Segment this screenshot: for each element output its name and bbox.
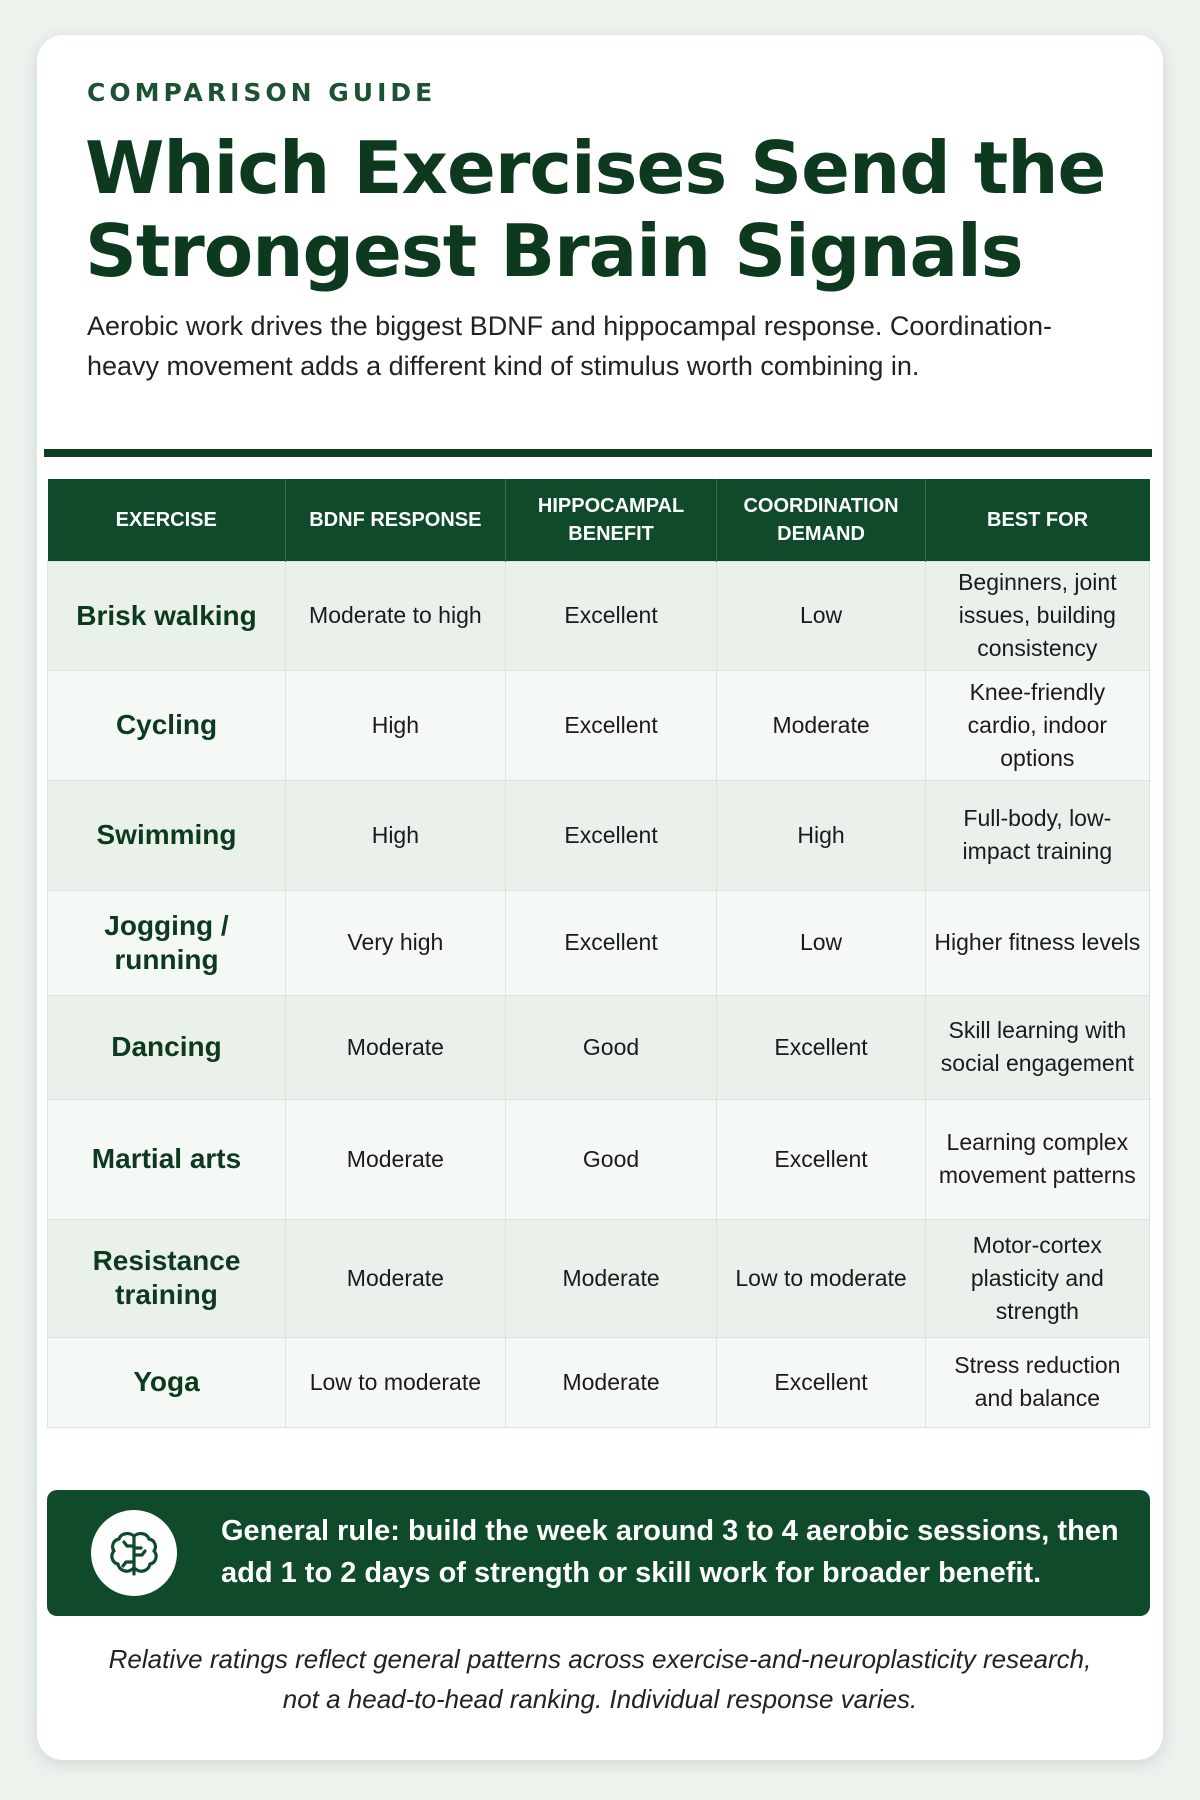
coordination-cell: Excellent: [717, 1337, 925, 1427]
exercise-name: Yoga: [48, 1337, 286, 1427]
best-for-cell: Higher fitness levels: [925, 890, 1149, 995]
best-for-cell: Learning complex movement patterns: [925, 1099, 1149, 1219]
best-for-cell: Stress reduction and balance: [925, 1337, 1149, 1427]
exercise-name: Dancing: [48, 995, 286, 1099]
column-header-best-for: BEST FOR: [925, 479, 1149, 561]
hippocampal-cell: Excellent: [505, 670, 717, 780]
coordination-cell: Low to moderate: [717, 1219, 925, 1337]
coordination-cell: Excellent: [717, 1099, 925, 1219]
column-header-coordination: COORDINATION DEMAND: [717, 479, 925, 561]
hippocampal-cell: Moderate: [505, 1337, 717, 1427]
hippocampal-cell: Good: [505, 995, 717, 1099]
coordination-cell: High: [717, 780, 925, 890]
general-rule-callout: [47, 1490, 1150, 1616]
exercise-name: Martial arts: [48, 1099, 286, 1219]
bdnf-cell: Moderate to high: [286, 561, 506, 670]
best-for-cell: Knee-friendly cardio, indoor options: [925, 670, 1149, 780]
exercise-name: Brisk walking: [48, 561, 286, 670]
bdnf-cell: Moderate: [286, 1219, 506, 1337]
page-title: Which Exercises Send the Strongest Brain Signals: [85, 126, 1106, 293]
brain-icon: [91, 1510, 177, 1596]
hippocampal-cell: Moderate: [505, 1219, 717, 1337]
exercise-name: Jogging / running: [48, 890, 286, 995]
bdnf-cell: Very high: [286, 890, 506, 995]
bdnf-cell: High: [286, 780, 506, 890]
comparison-card: [37, 35, 1163, 1760]
best-for-cell: Full-body, low-impact training: [925, 780, 1149, 890]
hippocampal-cell: Excellent: [505, 890, 717, 995]
bdnf-cell: Moderate: [286, 1099, 506, 1219]
table-row: [48, 890, 1150, 995]
best-for-cell: Motor-cortex plasticity and strength: [925, 1219, 1149, 1337]
column-header-bdnf: BDNF RESPONSE: [286, 479, 506, 561]
table-row: [48, 1337, 1150, 1427]
comparison-table: [47, 479, 1150, 1428]
table-row: [48, 780, 1150, 890]
coordination-cell: Excellent: [717, 995, 925, 1099]
coordination-cell: Low: [717, 561, 925, 670]
table-row: [48, 670, 1150, 780]
footnote: Relative ratings reflect general patterns across exercise-and-neuroplasticity research, not a head-to-head ranking. Individual response varies.: [108, 1644, 1092, 1714]
exercise-name: Resistance training: [48, 1219, 286, 1337]
page-subtitle: Aerobic work drives the biggest BDNF and hippocampal response. Coordination-heavy movement adds a different kind of stimulus worth combining in.: [87, 311, 1052, 381]
exercise-name: Swimming: [48, 780, 286, 890]
table-row: [48, 995, 1150, 1099]
table-row: [48, 561, 1150, 670]
column-header-exercise: EXERCISE: [48, 479, 286, 561]
best-for-cell: Beginners, joint issues, building consistency: [925, 561, 1149, 670]
hippocampal-cell: Excellent: [505, 561, 717, 670]
column-header-hippocampal: HIPPOCAMPAL BENEFIT: [505, 479, 717, 561]
coordination-cell: Moderate: [717, 670, 925, 780]
exercise-name: Cycling: [48, 670, 286, 780]
general-rule-text: General rule: build the week around 3 to 4 aerobic sessions, then add 1 to 2 days of strength or skill work for broader benefit.: [221, 1515, 1119, 1589]
coordination-cell: Low: [717, 890, 925, 995]
best-for-cell: Skill learning with social engagement: [925, 995, 1149, 1099]
table-row: [48, 1219, 1150, 1337]
hippocampal-cell: Excellent: [505, 780, 717, 890]
table-row: [48, 1099, 1150, 1219]
eyebrow-label: COMPARISON GUIDE: [87, 78, 437, 107]
bdnf-cell: Moderate: [286, 995, 506, 1099]
hippocampal-cell: Good: [505, 1099, 717, 1219]
table-header-row: [48, 479, 1150, 561]
divider: [44, 449, 1152, 457]
bdnf-cell: High: [286, 670, 506, 780]
bdnf-cell: Low to moderate: [286, 1337, 506, 1427]
